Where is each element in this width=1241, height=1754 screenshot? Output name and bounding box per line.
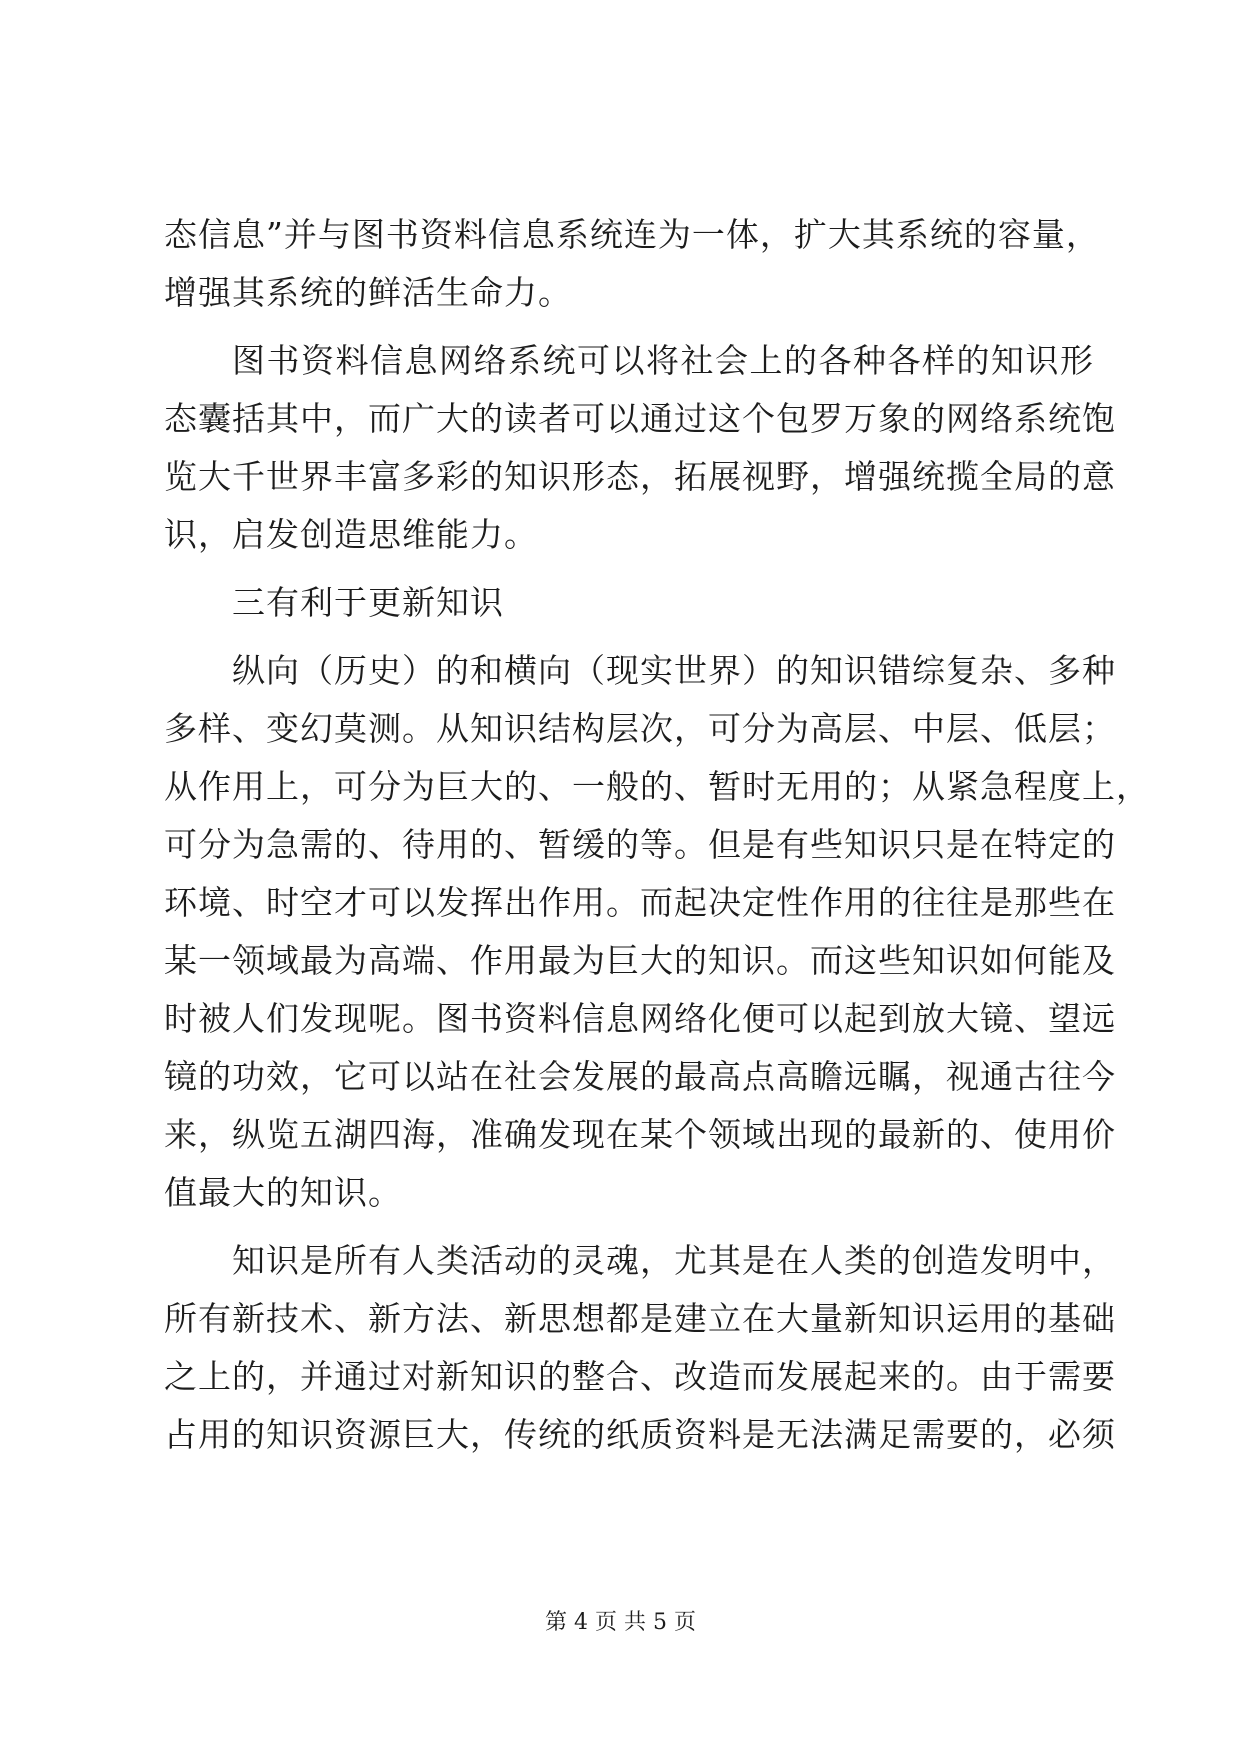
paragraph <box>164 332 1116 564</box>
text-line: 占用的知识资源巨大，传统的纸质资料是无法满足需要的，必须 <box>164 1415 1116 1454</box>
text-line: 态信息”并与图书资料信息系统连为一体，扩大其系统的容量， <box>164 215 1100 254</box>
text-line: 来，纵览五湖四海，准确发现在某个领域出现的最新的、使用价 <box>164 1115 1116 1154</box>
text-line: 图书资料信息网络系统可以将社会上的各种各样的知识形 <box>232 341 1094 380</box>
text-line: 环境、时空才可以发挥出作用。而起决定性作用的往往是那些在 <box>164 883 1116 922</box>
paragraph <box>164 1232 1116 1464</box>
text-line: 所有新技术、新方法、新思想都是建立在大量新知识运用的基础 <box>164 1299 1116 1338</box>
text-line: 之上的，并通过对新知识的整合、改造而发展起来的。由于需要 <box>164 1357 1116 1396</box>
text-line: 增强其系统的鲜活生命力。 <box>164 273 572 312</box>
text-line: 态囊括其中，而广大的读者可以通过这个包罗万象的网络系统饱 <box>164 399 1116 438</box>
text-line: 览大千世界丰富多彩的知识形态，拓展视野，增强统揽全局的意 <box>164 457 1116 496</box>
text-line: 三有利于更新知识 <box>232 583 504 622</box>
page-footer: 第 4 页 共 5 页 <box>545 1610 696 1635</box>
text-line: 时被人们发现呢。图书资料信息网络化便可以起到放大镜、望远 <box>164 999 1116 1038</box>
text-line: 某一领域最为高端、作用最为巨大的知识。而这些知识如何能及 <box>164 941 1116 980</box>
text-line: 值最大的知识。 <box>164 1173 402 1212</box>
text-line: 镜的功效，它可以站在社会发展的最高点高瞻远瞩，视通古往今 <box>164 1057 1116 1096</box>
text-line: 可分为急需的、待用的、暂缓的等。但是有些知识只是在特定的 <box>164 825 1116 864</box>
paragraph <box>164 642 1150 1222</box>
text-line: 识，启发创造思维能力。 <box>164 515 538 554</box>
text-line: 从作用上，可分为巨大的、一般的、暂时无用的；从紧急程度上， <box>164 767 1150 806</box>
section-heading <box>164 574 1094 632</box>
text-line: 知识是所有人类活动的灵魂，尤其是在人类的创造发明中， <box>232 1241 1116 1280</box>
paragraph <box>164 206 1100 322</box>
body-text <box>164 206 1150 1464</box>
text-line: 纵向（历史）的和横向（现实世界）的知识错综复杂、多种 <box>232 651 1116 690</box>
text-line: 多样、变幻莫测。从知识结构层次，可分为高层、中层、低层； <box>164 709 1116 748</box>
